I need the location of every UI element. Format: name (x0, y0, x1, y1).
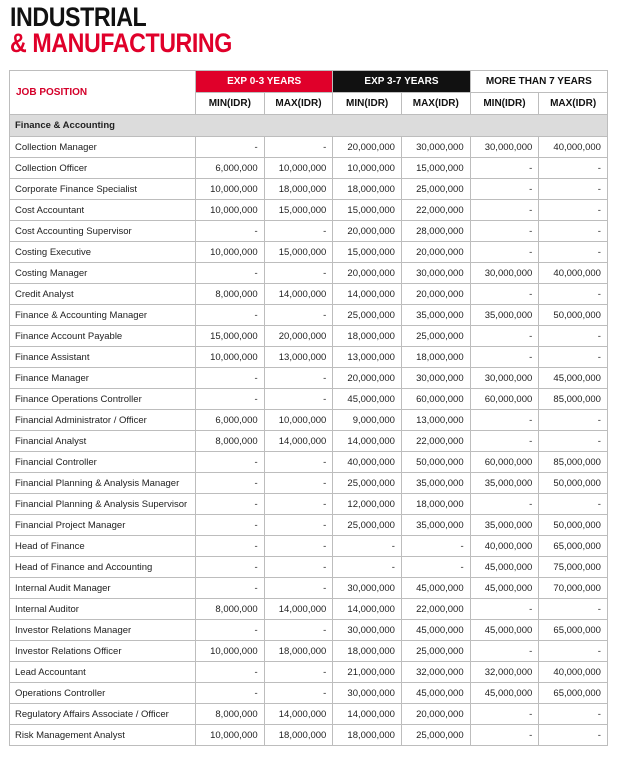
salary-cell: - (196, 389, 265, 410)
salary-cell: 45,000,000 (539, 368, 608, 389)
salary-cell: 30,000,000 (470, 368, 539, 389)
salary-cell: 30,000,000 (333, 578, 402, 599)
salary-cell: 18,000,000 (401, 347, 470, 368)
salary-cell: - (539, 326, 608, 347)
salary-cell: - (470, 179, 539, 200)
job-title-cell: Risk Management Analyst (10, 725, 196, 746)
salary-cell: - (264, 452, 333, 473)
table-row (10, 725, 608, 746)
table-row (10, 200, 608, 221)
salary-cell: 35,000,000 (470, 473, 539, 494)
salary-cell: 20,000,000 (333, 263, 402, 284)
salary-cell: 30,000,000 (470, 137, 539, 158)
job-title-cell: Internal Auditor (10, 599, 196, 620)
group-header-exp-3-7: EXP 3-7 YEARS (333, 71, 470, 93)
salary-cell: 22,000,000 (401, 431, 470, 452)
salary-cell: 30,000,000 (333, 620, 402, 641)
table-row (10, 263, 608, 284)
salary-cell: - (196, 557, 265, 578)
group-header-exp-0-3: EXP 0-3 YEARS (196, 71, 333, 93)
job-title-cell: Financial Controller (10, 452, 196, 473)
salary-cell: - (264, 620, 333, 641)
table-row (10, 389, 608, 410)
salary-cell: - (264, 263, 333, 284)
salary-cell: - (539, 599, 608, 620)
job-title-cell: Corporate Finance Specialist (10, 179, 196, 200)
salary-cell: 10,000,000 (264, 158, 333, 179)
table-row (10, 452, 608, 473)
salary-cell: 35,000,000 (470, 305, 539, 326)
page-title (10, 4, 232, 56)
salary-cell: - (196, 305, 265, 326)
table-row (10, 431, 608, 452)
salary-cell: 14,000,000 (333, 431, 402, 452)
salary-cell: 18,000,000 (401, 494, 470, 515)
table-row (10, 473, 608, 494)
salary-cell: - (196, 515, 265, 536)
job-title-cell: Investor Relations Officer (10, 641, 196, 662)
salary-cell: 20,000,000 (333, 137, 402, 158)
job-title-cell: Lead Accountant (10, 662, 196, 683)
job-title-cell: Finance Assistant (10, 347, 196, 368)
salary-cell: - (196, 473, 265, 494)
salary-cell: 25,000,000 (401, 326, 470, 347)
salary-cell: - (539, 494, 608, 515)
salary-cell: 65,000,000 (539, 536, 608, 557)
job-title-cell: Cost Accountant (10, 200, 196, 221)
salary-cell: 6,000,000 (196, 158, 265, 179)
salary-cell: 50,000,000 (539, 473, 608, 494)
salary-cell: 85,000,000 (539, 389, 608, 410)
table-row (10, 599, 608, 620)
table-row (10, 347, 608, 368)
salary-cell: 22,000,000 (401, 599, 470, 620)
salary-cell: 18,000,000 (264, 179, 333, 200)
sub-header-max: MAX(IDR) (264, 93, 333, 115)
salary-cell: - (539, 431, 608, 452)
salary-cell: 50,000,000 (539, 515, 608, 536)
job-title-cell: Costing Manager (10, 263, 196, 284)
group-header-more-than-7: MORE THAN 7 YEARS (470, 71, 607, 93)
salary-cell: 60,000,000 (470, 389, 539, 410)
salary-cell: 45,000,000 (401, 620, 470, 641)
job-position-header: JOB POSITION (10, 71, 196, 115)
salary-cell: 50,000,000 (401, 452, 470, 473)
salary-cell: 70,000,000 (539, 578, 608, 599)
salary-cell: 14,000,000 (333, 704, 402, 725)
salary-cell: 30,000,000 (401, 263, 470, 284)
table-row (10, 683, 608, 704)
salary-cell: 15,000,000 (264, 242, 333, 263)
salary-cell: - (196, 662, 265, 683)
salary-cell: 45,000,000 (470, 557, 539, 578)
salary-cell: 20,000,000 (333, 221, 402, 242)
salary-cell: 10,000,000 (333, 158, 402, 179)
salary-cell: - (196, 137, 265, 158)
table-row (10, 158, 608, 179)
job-title-cell: Finance Manager (10, 368, 196, 389)
salary-cell: 15,000,000 (196, 326, 265, 347)
salary-cell: 8,000,000 (196, 599, 265, 620)
salary-cell: 40,000,000 (470, 536, 539, 557)
sub-header-min: MIN(IDR) (470, 93, 539, 115)
salary-cell: 30,000,000 (470, 263, 539, 284)
salary-cell: - (264, 137, 333, 158)
salary-cell: - (539, 221, 608, 242)
salary-cell: 14,000,000 (333, 599, 402, 620)
salary-cell: 18,000,000 (333, 641, 402, 662)
salary-cell: 45,000,000 (470, 620, 539, 641)
salary-cell: 18,000,000 (333, 179, 402, 200)
salary-cell: 14,000,000 (333, 284, 402, 305)
salary-cell: - (264, 305, 333, 326)
salary-cell: - (470, 200, 539, 221)
salary-cell: 10,000,000 (196, 200, 265, 221)
salary-cell: 85,000,000 (539, 452, 608, 473)
salary-cell: - (470, 347, 539, 368)
salary-cell: 14,000,000 (264, 704, 333, 725)
salary-cell: - (470, 431, 539, 452)
salary-cell: 25,000,000 (333, 305, 402, 326)
salary-cell: - (470, 221, 539, 242)
salary-cell: 10,000,000 (196, 179, 265, 200)
salary-cell: 25,000,000 (401, 641, 470, 662)
salary-cell: - (196, 452, 265, 473)
salary-cell: 45,000,000 (470, 683, 539, 704)
salary-cell: - (196, 494, 265, 515)
table-row (10, 536, 608, 557)
salary-cell: 18,000,000 (264, 725, 333, 746)
job-title-cell: Financial Project Manager (10, 515, 196, 536)
salary-cell: 14,000,000 (264, 284, 333, 305)
salary-cell: 30,000,000 (333, 683, 402, 704)
salary-cell: 25,000,000 (401, 179, 470, 200)
salary-cell: - (470, 725, 539, 746)
salary-cell: - (264, 515, 333, 536)
salary-cell: 40,000,000 (539, 662, 608, 683)
table-row (10, 305, 608, 326)
salary-cell: - (401, 557, 470, 578)
salary-cell: - (264, 578, 333, 599)
salary-cell: 21,000,000 (333, 662, 402, 683)
salary-cell: - (264, 683, 333, 704)
salary-cell: 15,000,000 (333, 242, 402, 263)
salary-cell: - (539, 284, 608, 305)
salary-cell: 32,000,000 (401, 662, 470, 683)
job-title-cell: Financial Planning & Analysis Manager (10, 473, 196, 494)
salary-cell: - (196, 578, 265, 599)
job-title-cell: Cost Accounting Supervisor (10, 221, 196, 242)
salary-cell: 65,000,000 (539, 683, 608, 704)
job-title-cell: Financial Administrator / Officer (10, 410, 196, 431)
salary-cell: - (539, 641, 608, 662)
salary-cell: - (539, 179, 608, 200)
job-title-cell: Finance Operations Controller (10, 389, 196, 410)
salary-cell: 60,000,000 (401, 389, 470, 410)
sub-header-min: MIN(IDR) (333, 93, 402, 115)
job-title-cell: Collection Manager (10, 137, 196, 158)
salary-cell: - (539, 410, 608, 431)
salary-cell: 20,000,000 (401, 284, 470, 305)
sub-header-min: MIN(IDR) (196, 93, 265, 115)
table-row (10, 326, 608, 347)
job-title-cell: Finance Account Payable (10, 326, 196, 347)
salary-cell: - (470, 326, 539, 347)
salary-cell: - (539, 704, 608, 725)
table-row (10, 641, 608, 662)
salary-cell: 18,000,000 (264, 641, 333, 662)
job-title-cell: Head of Finance and Accounting (10, 557, 196, 578)
salary-cell: - (539, 200, 608, 221)
job-title-cell: Collection Officer (10, 158, 196, 179)
salary-cell: 22,000,000 (401, 200, 470, 221)
table-row (10, 284, 608, 305)
salary-cell: 18,000,000 (333, 326, 402, 347)
salary-cell: 12,000,000 (333, 494, 402, 515)
table-row (10, 494, 608, 515)
salary-cell: 25,000,000 (401, 725, 470, 746)
job-title-cell: Financial Planning & Analysis Supervisor (10, 494, 196, 515)
table-row (10, 179, 608, 200)
job-title-cell: Regulatory Affairs Associate / Officer (10, 704, 196, 725)
salary-cell: - (196, 683, 265, 704)
salary-cell: - (470, 158, 539, 179)
salary-cell: - (264, 662, 333, 683)
sub-header-max: MAX(IDR) (401, 93, 470, 115)
salary-cell: - (333, 536, 402, 557)
table-row (10, 242, 608, 263)
salary-cell: 10,000,000 (196, 725, 265, 746)
salary-cell: 45,000,000 (470, 578, 539, 599)
table-row (10, 410, 608, 431)
job-title-cell: Costing Executive (10, 242, 196, 263)
salary-cell: - (264, 557, 333, 578)
salary-cell: - (196, 620, 265, 641)
salary-cell: - (264, 389, 333, 410)
salary-cell: 20,000,000 (333, 368, 402, 389)
table-row (10, 620, 608, 641)
salary-cell: 13,000,000 (264, 347, 333, 368)
table-row (10, 578, 608, 599)
salary-cell: - (470, 410, 539, 431)
salary-cell: 75,000,000 (539, 557, 608, 578)
salary-cell: 8,000,000 (196, 431, 265, 452)
salary-cell: 45,000,000 (401, 683, 470, 704)
table-row (10, 557, 608, 578)
salary-cell: 25,000,000 (333, 473, 402, 494)
salary-cell: 45,000,000 (401, 578, 470, 599)
salary-cell: 8,000,000 (196, 284, 265, 305)
salary-cell: - (264, 473, 333, 494)
salary-cell: - (470, 641, 539, 662)
salary-cell: 40,000,000 (539, 137, 608, 158)
salary-cell: 10,000,000 (196, 347, 265, 368)
salary-cell: 35,000,000 (470, 515, 539, 536)
salary-cell: 40,000,000 (333, 452, 402, 473)
salary-cell: - (333, 557, 402, 578)
salary-cell: - (470, 704, 539, 725)
category-row: Finance & Accounting (10, 115, 608, 137)
salary-cell: - (196, 221, 265, 242)
salary-cell: 20,000,000 (264, 326, 333, 347)
salary-cell: 30,000,000 (401, 368, 470, 389)
job-title-cell: Internal Audit Manager (10, 578, 196, 599)
salary-cell: - (470, 599, 539, 620)
salary-cell: 10,000,000 (196, 242, 265, 263)
salary-cell: 6,000,000 (196, 410, 265, 431)
salary-cell: - (264, 368, 333, 389)
salary-cell: 28,000,000 (401, 221, 470, 242)
salary-cell: - (470, 494, 539, 515)
salary-cell: 13,000,000 (401, 410, 470, 431)
table-row (10, 515, 608, 536)
table-row (10, 137, 608, 158)
salary-cell: 20,000,000 (401, 242, 470, 263)
salary-cell: - (264, 536, 333, 557)
salary-cell: - (196, 263, 265, 284)
salary-cell: - (264, 221, 333, 242)
table-row (10, 704, 608, 725)
salary-cell: 60,000,000 (470, 452, 539, 473)
salary-cell: 13,000,000 (333, 347, 402, 368)
salary-cell: 9,000,000 (333, 410, 402, 431)
job-title-cell: Operations Controller (10, 683, 196, 704)
salary-cell: - (539, 242, 608, 263)
salary-cell: 14,000,000 (264, 599, 333, 620)
salary-cell: 50,000,000 (539, 305, 608, 326)
salary-cell: - (264, 494, 333, 515)
salary-cell: 45,000,000 (333, 389, 402, 410)
table-row (10, 368, 608, 389)
table-row (10, 221, 608, 242)
title-line-1: INDUSTRIAL (10, 2, 147, 32)
salary-cell: 25,000,000 (333, 515, 402, 536)
salary-cell: 35,000,000 (401, 305, 470, 326)
salary-table (9, 70, 608, 746)
salary-cell: - (401, 536, 470, 557)
job-title-cell: Head of Finance (10, 536, 196, 557)
job-title-cell: Investor Relations Manager (10, 620, 196, 641)
sub-header-max: MAX(IDR) (539, 93, 608, 115)
salary-cell: 15,000,000 (333, 200, 402, 221)
salary-cell: - (470, 242, 539, 263)
salary-cell: - (539, 158, 608, 179)
salary-cell: - (196, 536, 265, 557)
salary-cell: 10,000,000 (264, 410, 333, 431)
job-title-cell: Credit Analyst (10, 284, 196, 305)
salary-cell: - (539, 347, 608, 368)
salary-cell: 30,000,000 (401, 137, 470, 158)
salary-cell: 14,000,000 (264, 431, 333, 452)
salary-cell: 15,000,000 (401, 158, 470, 179)
salary-cell: 20,000,000 (401, 704, 470, 725)
salary-cell: 35,000,000 (401, 473, 470, 494)
job-title-cell: Financial Analyst (10, 431, 196, 452)
salary-cell: - (196, 368, 265, 389)
salary-cell: 10,000,000 (196, 641, 265, 662)
salary-cell: 15,000,000 (264, 200, 333, 221)
job-title-cell: Finance & Accounting Manager (10, 305, 196, 326)
salary-cell: 65,000,000 (539, 620, 608, 641)
salary-cell: - (539, 725, 608, 746)
salary-cell: 40,000,000 (539, 263, 608, 284)
salary-cell: 18,000,000 (333, 725, 402, 746)
salary-cell: 32,000,000 (470, 662, 539, 683)
salary-cell: - (470, 284, 539, 305)
title-line-2: & MANUFACTURING (10, 28, 232, 58)
salary-cell: 8,000,000 (196, 704, 265, 725)
table-row (10, 662, 608, 683)
salary-cell: 35,000,000 (401, 515, 470, 536)
